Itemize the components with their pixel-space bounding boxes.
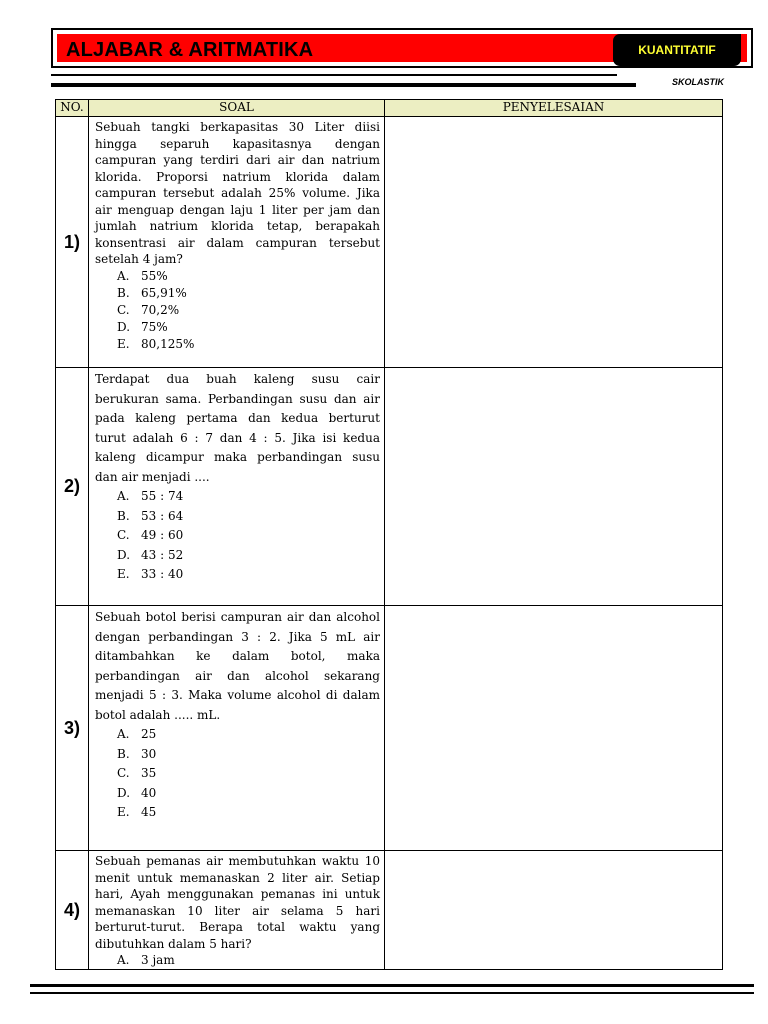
brand-label: SKOLASTIK	[672, 77, 725, 87]
question-number: 3)	[56, 606, 89, 851]
option-item: A. 55 : 74	[117, 489, 184, 503]
header-no: NO.	[56, 100, 89, 117]
option-item: C. 49 : 60	[117, 528, 184, 542]
question-number: 4)	[56, 851, 89, 970]
table-row	[56, 606, 723, 851]
question-text: Sebuah pemanas air membutuhkan waktu 10 menit untuk memanaskan 2 liter air. Setiap hari, Ayah menggunakan pemanas ini untuk memanaskan 10 liter air selama 5 hari berturut-turut. Berapa total waktu yang dibutuhkan dalam 5 hari?	[95, 854, 380, 951]
question-text: Sebuah tangki berkapasitas 30 Liter diisi hingga separuh kapasitasnya dengan campuran yang terdiri dari air dan natrium klorida. Proporsi natrium klorida dalam campuran tersebut adalah 25% volume. Jika air menguap dengan laju 1 liter per jam dan jumlah natrium klorida tetap, berapakah konsentrasi air dalam campuran tersebut setelah 4 jam?	[95, 120, 380, 266]
answer-cell[interactable]	[385, 606, 723, 851]
options-list	[95, 268, 380, 353]
header-red-bar	[57, 34, 747, 62]
option-item: E. 45	[117, 805, 157, 819]
option-item: A. 3 jam	[117, 953, 175, 967]
option-item: D. 75%	[117, 319, 168, 334]
options-list	[95, 952, 380, 969]
header-rule-thick	[51, 83, 636, 87]
table-header-row	[56, 100, 723, 117]
table-row	[56, 117, 723, 368]
option-item: D. 43 : 52	[117, 547, 184, 562]
option-item: B. 30	[117, 746, 157, 761]
question-number: 1)	[56, 117, 89, 368]
question-table	[55, 99, 723, 970]
header-soal: SOAL	[89, 100, 385, 117]
option-item: E. 33 : 40	[117, 567, 184, 581]
footer-rule-thick	[30, 984, 754, 987]
header-penyelesaian: PENYELESAIAN	[385, 100, 723, 117]
option-item: A. 55%	[117, 268, 168, 283]
header-rule-thin	[51, 74, 617, 76]
option-item: A. 25	[117, 727, 157, 741]
answer-cell[interactable]	[385, 368, 723, 606]
question-text: Sebuah botol berisi campuran air dan alcohol dengan perbandingan 3 : 2. Jika 5 mL air ditambahkan ke dalam botol, maka perbandingan air dan alcohol sekarang menjadi 5 : 3. Maka volume alcohol di dalam botol adalah ..... mL.	[95, 610, 380, 722]
option-item: B. 65,91%	[117, 285, 187, 300]
option-item: C. 70,2%	[117, 302, 180, 317]
options-list	[95, 487, 380, 585]
category-badge: KUANTITATIF	[613, 34, 741, 66]
option-item: D. 40	[117, 785, 157, 800]
options-list	[95, 725, 380, 823]
answer-cell[interactable]	[385, 851, 723, 970]
question-text: Terdapat dua buah kaleng susu cair berukuran sama. Perbandingan susu dan air pada kaleng pertama dan kedua berturut turut adalah 6 : 7 dan 4 : 5. Jika isi kedua kaleng dicampur maka perbandingan susu dan air menjadi ....	[95, 372, 380, 484]
footer-rule-thin	[30, 992, 754, 994]
option-item: B. 53 : 64	[117, 508, 184, 523]
table-row	[56, 368, 723, 606]
page-title: ALJABAR & ARITMATIKA	[66, 39, 314, 61]
table-row	[56, 851, 723, 970]
question-cell	[89, 117, 385, 368]
option-item: E. 80,125%	[117, 336, 195, 351]
answer-cell[interactable]	[385, 117, 723, 368]
question-cell	[89, 368, 385, 606]
option-item: C. 35	[117, 766, 157, 780]
question-cell	[89, 606, 385, 851]
question-cell	[89, 851, 385, 970]
header-banner	[51, 28, 753, 68]
question-number: 2)	[56, 368, 89, 606]
